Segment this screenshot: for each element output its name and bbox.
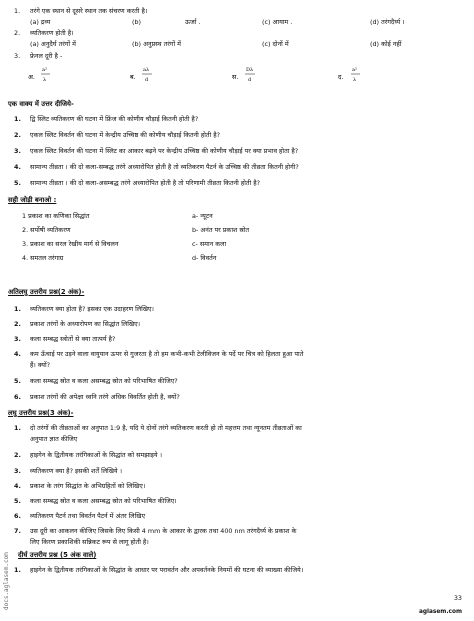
s2-q2-number: 2.: [14, 320, 21, 328]
s2-q4-text: कम ऊँचाई पर उड़ने वाला वायुयान ऊपर से गुजरता है तो हम कभी-कभी टेलीविजन के पर्दे पर चित्र को हिलता हुआ पाते: [30, 350, 304, 358]
s1-q2-number: 2.: [14, 131, 21, 139]
fraction-c-top: Dλ: [246, 67, 254, 73]
page-number: 33: [453, 594, 462, 602]
s4-q1-number: 1.: [14, 566, 21, 574]
mcq-3-option-b: ब.: [130, 73, 136, 81]
s3-q1-text: दो तरंगों की तीव्रताओं का अनुपात 1:9 है, यदि ये दोनों तरंगे व्यतिकरण करती हो तो महत्तम तथा न्यूनतम तीव्रताओं का: [30, 424, 302, 432]
match-right-b: b- अनंत पर प्रकाश स्रोत: [192, 226, 250, 234]
match-right-d: d- विवर्तन: [192, 254, 217, 262]
mcq-1-option-a: (a) द्रव्य: [30, 18, 51, 26]
fraction-c: [245, 67, 255, 83]
section-very-short-heading: अतिलघु उत्तरीय प्रश्न(2 अंक)-: [8, 288, 85, 296]
s1-q2-text: एकल स्लिट विवर्तन की घटना में केन्द्रीय उच्चिष्ठ की कोणीय चौड़ाई कितनी होती है?: [30, 131, 221, 139]
match-heading: सही जोड़ी बनाओ :: [8, 196, 57, 204]
s1-q3-text: एकल स्लिट विवर्तन की घटना में स्लिट का आकार बढ़ने पर केन्द्रीय उच्चिष्ठ की कोणीय चौड़ाई पर क्या प्रभाव होता है?: [30, 147, 299, 155]
s2-q1-number: 1.: [14, 305, 21, 313]
watermark-text: docs.aglasem.com: [3, 552, 10, 610]
fraction-a: [41, 67, 50, 83]
s1-q5-text: सामान्य तीव्रता । की दो कला-असम्बद्ध तरंगे अध्यारोपित होती है तो परिणामी तीव्रता कितनी होती है?: [30, 179, 261, 187]
section-long-heading: दीर्घ उत्तरीय प्रश्न (5 अंक वाले): [18, 551, 97, 559]
section-one-sentence-heading: एक वाक्य में उत्तर दीजिये-: [8, 100, 74, 108]
mcq-2-option-a: (a) अनुदैर्घ तरंगों में: [30, 40, 76, 48]
mcq-1-option-b: (b): [132, 18, 142, 26]
s1-q1-text: द्वि स्लिट व्यतिकरण की घटना में फ्रिंज की कोणीय चौड़ाई कितनी होती है?: [30, 115, 199, 123]
s3-q5-text: कला सम्बद्ध स्रोत व कला असम्बद्ध स्रोत को परिभाषित कीजिए।: [30, 497, 177, 505]
s3-q4-number: 4.: [14, 482, 21, 490]
mcq-2-option-c: (c) दोनों में: [262, 40, 289, 48]
mcq-1-text: तरंगे एक स्थान से दूसरे स्थान तक संचरण करती है।: [30, 7, 148, 15]
s3-q3-number: 3.: [14, 467, 21, 475]
s3-q7-text: उस दूरी का आकलन कीजिए जिसके लिए किसी 4 mm के आकार के द्वारक तथा 400 nm तरंगदैर्घ्य के प्रकाश के: [30, 527, 297, 535]
section-short-heading: लघु उत्तरीय प्रश्न(3 अंक)-: [8, 409, 74, 417]
match-left-4: 4. समतल तरंगाग्र: [22, 254, 64, 262]
s1-q1-number: 1.: [14, 115, 21, 123]
s2-q4-number: 4.: [14, 350, 21, 358]
s2-q2-text: प्रकाश तरंगों के अध्यारोपण का सिद्धांत लिखिए।: [30, 320, 141, 328]
mcq-2-text: व्यतिकरण होती है।: [30, 29, 74, 37]
s2-q5-number: 5.: [14, 377, 21, 385]
s3-q4-text: प्रकाश के तरंग सिद्धांत के अभिग्रहितों को लिखिए।: [30, 482, 146, 490]
s1-q4-text: सामान्य तीव्रता । की दो कला-सम्बद्ध तरंगे अध्यारोपित होती है तो व्यतिकरण पैटर्न के उच्चिष्ठ की तीव्रता कितनी होगी?: [30, 163, 299, 171]
mcq-3-option-a: अ.: [28, 73, 35, 81]
match-right-c: c- समान कला: [192, 240, 227, 248]
s2-q5-text: कला सम्बद्ध स्रोत व कला असम्बद्ध स्रोत को परिभाषित कीजिए?: [30, 377, 178, 385]
s1-q3-number: 3.: [14, 147, 21, 155]
fresnel-options: [0, 62, 474, 88]
mcq-3-number: 3.: [14, 52, 21, 60]
s3-q7-number: 7.: [14, 527, 21, 535]
s4-q1-text: हाइगेन के द्वितीयक तरंगिकाओं के सिद्धांत के आधार पर परावर्तन और अपवर्तनके नियमों की घटना की व्याख्या कीजिये।: [30, 566, 304, 574]
fraction-b: [142, 67, 152, 83]
site-name: aglasem.com: [418, 609, 462, 615]
mcq-2-option-b: (b) अनुप्रस्थ तरंगों में: [132, 40, 181, 48]
s3-q3-text: व्यतिकरण क्या है? इसकी शर्तें लिखिये ।: [30, 467, 123, 475]
s2-q6-number: 6.: [14, 393, 21, 401]
s1-q5-number: 5.: [14, 179, 21, 187]
mcq-1-number: 1.: [14, 7, 21, 15]
s3-q7-continuation: लिए किरण प्रकाशिकी सन्निकट रूप से लागू होती है।: [30, 538, 149, 546]
s3-q5-number: 5.: [14, 497, 21, 505]
fraction-d-top: a²: [352, 67, 357, 73]
fraction-b-bottom: d: [145, 77, 149, 83]
fraction-d: [351, 67, 360, 83]
s1-q4-number: 4.: [14, 163, 21, 171]
mcq-1-option-b-text: ऊर्जा .: [185, 18, 201, 26]
mcq-1-option-d: (d) तरंगदैर्घ्य ।: [370, 18, 405, 26]
mcq-2-number: 2.: [14, 29, 21, 37]
s2-q3-text: कला सम्बद्ध स्त्रोतों से क्या तात्पर्य है?: [30, 335, 116, 343]
fraction-a-bottom: λ: [43, 77, 47, 83]
s3-q6-number: 6.: [14, 512, 21, 520]
s2-q3-number: 3.: [14, 335, 21, 343]
fraction-b-top: aλ: [143, 67, 150, 73]
s3-q1-continuation: अनुपात ज्ञात कीजिए: [30, 435, 78, 443]
s3-q1-number: 1.: [14, 424, 21, 432]
s3-q2-number: 2.: [14, 451, 21, 459]
match-right-a: a- न्यूटन: [192, 212, 213, 220]
s2-q4-continuation: हैं। क्यों?: [30, 361, 51, 369]
mcq-3-text: फ्रेनल दूरी है -: [30, 52, 63, 60]
match-left-3: 3. प्रकाश का सरल रेखीय मार्ग से विचलन: [22, 240, 119, 248]
mcq-3-option-d: द.: [338, 73, 344, 81]
s3-q2-text: हाइगेन के द्वितीयक तरंगिकाओं के सिद्धांत को समझाइये ।: [30, 451, 163, 459]
fraction-d-bottom: λ: [353, 77, 357, 83]
mcq-2-option-d: (d) कोई नहीं: [370, 40, 402, 48]
fraction-c-bottom: d: [248, 77, 252, 83]
mcq-1-option-c: (c) आयाम .: [262, 18, 293, 26]
s2-q1-text: व्यतिकरण क्या होता है? इसका एक उदाहरण लिखिए।: [30, 305, 154, 313]
match-left-2: 2. सर्पोषी व्यतिकरण: [22, 226, 71, 234]
mcq-3-option-c: स.: [232, 73, 239, 81]
fraction-a-top: a²: [42, 67, 47, 73]
s2-q6-text: प्रकाश तरंगों की अपेक्षा ध्वनि तरंगे अधिक विवर्तित होती है, क्यों?: [30, 393, 180, 401]
match-left-1: 1 प्रकाश का कणिका सिद्धांत: [22, 212, 90, 220]
s3-q6-text: व्यतिकरण पैटर्न तथा विवर्तन पैटर्न में अंतर लिखिए: [30, 512, 146, 520]
